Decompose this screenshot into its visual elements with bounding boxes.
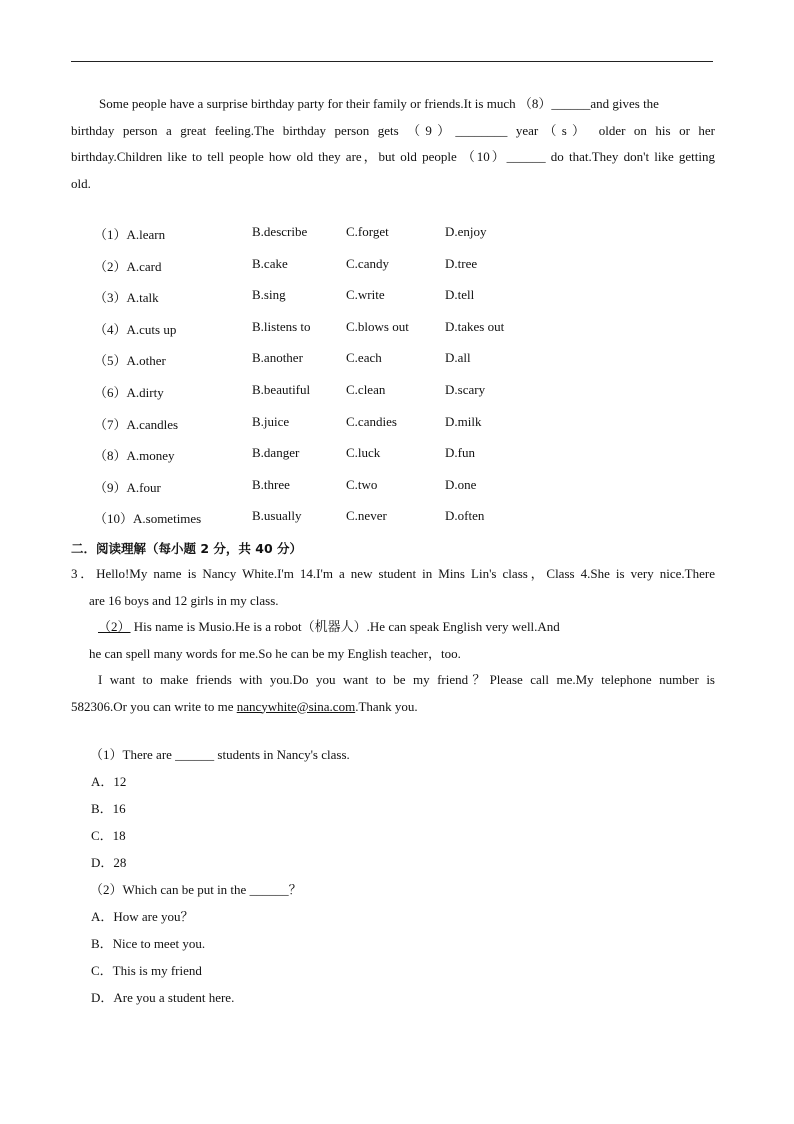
question-2-choice-a[interactable]: A．How are you？ (91, 909, 194, 924)
passage-line-1: Some people have a surprise birthday party for their family or friends.It is much （8）______and gives the (99, 96, 659, 111)
reading-line-3 (71, 614, 715, 641)
option-a: （4）A.cuts up (94, 321, 177, 337)
option-a: （2）A.card (94, 258, 162, 274)
option-row-3 (94, 287, 614, 319)
question-1-choice-d[interactable]: D．28 (91, 855, 127, 870)
section-heading: 二．阅读理解（每小题 2 分，共 40 分） (71, 541, 303, 556)
passage-line-3: birthday.Children like to tell people how old they are，but old people （10）______ do that.They don't like getting (71, 149, 715, 164)
option-c: C.candies (346, 413, 397, 429)
option-a: （8）A.money (94, 448, 175, 464)
header-rule (71, 61, 713, 62)
cloze-options (94, 224, 614, 540)
reading-line-3-text: His name is Musio.He is a robot（机器人）.He can speak English very well.And (130, 619, 560, 634)
questions (90, 741, 590, 1011)
option-d: D.milk (445, 413, 482, 429)
option-c: C.never (346, 508, 387, 524)
option-b: B.another (252, 350, 303, 366)
email-link[interactable]: nancywhite@sina.com (236, 698, 356, 714)
option-row-9 (94, 477, 614, 509)
blank-marker: （2） (98, 619, 131, 634)
question-2-choice-b[interactable]: B．Nice to meet you. (91, 936, 206, 951)
option-a: （3）A.talk (94, 290, 159, 306)
option-row-5 (94, 350, 614, 382)
option-row-6 (94, 382, 614, 414)
question-2-choice-c[interactable]: C．This is my friend (91, 963, 202, 978)
option-b: B.cake (252, 255, 288, 271)
reading-passage (71, 561, 715, 720)
passage-line-4: old. (71, 175, 91, 191)
option-b: B.sing (252, 287, 286, 303)
option-a: （5）A.other (94, 353, 166, 369)
option-a: （9）A.four (94, 479, 161, 495)
option-a: （1）A.learn (94, 227, 166, 242)
option-row-7 (94, 414, 614, 446)
option-c: C.candy (346, 255, 389, 271)
option-d: D.enjoy (445, 224, 487, 239)
option-d: D.tree (445, 255, 478, 271)
option-c: C.blows out (346, 318, 409, 334)
option-b: B.three (252, 476, 290, 492)
option-c: C.each (346, 350, 382, 366)
question-1-choice-a[interactable]: A．12 (91, 774, 127, 789)
option-row-4 (94, 319, 614, 351)
question-2-prompt: （2）Which can be put in the ______？ (90, 882, 302, 897)
option-d: D.takes out (445, 318, 505, 334)
reading-line-6: 582306.Or you can write to me nancywhite@sina.com.Thank you. (71, 698, 418, 714)
option-a: （10）A.sometimes (94, 511, 202, 527)
cloze-passage (71, 91, 715, 197)
option-row-2 (94, 256, 614, 288)
option-b: B.usually (252, 508, 302, 524)
option-b: B.danger (252, 445, 300, 461)
question-1-choice-b[interactable]: B．16 (91, 801, 126, 816)
option-c: C.luck (346, 445, 381, 461)
option-d: D.scary (445, 381, 486, 397)
option-b: B.beautiful (252, 381, 311, 397)
option-d: D.fun (445, 445, 475, 461)
option-row-1 (94, 224, 614, 256)
option-a: （6）A.dirty (94, 384, 164, 400)
option-c: C.write (346, 287, 385, 303)
reading-line-4: he can spell many words for me.So he can be my English teacher，too. (89, 645, 461, 661)
option-b: B.describe (252, 224, 308, 239)
option-d: D.often (445, 508, 485, 524)
option-c: C.forget (346, 224, 389, 239)
option-c: C.clean (346, 381, 386, 397)
reading-line-2: are 16 boys and 12 girls in my class. (89, 592, 279, 608)
reading-line-5: I want to make friends with you.Do you want to be my friend？Please call me.My telephone number is (98, 672, 715, 687)
option-a: （7）A.candles (94, 416, 179, 432)
option-d: D.tell (445, 287, 475, 303)
option-d: D.one (445, 476, 477, 492)
option-d: D.all (445, 350, 471, 366)
passage-line-2: birthday person a great feeling.The birthday person gets （9）________ year（s） older on his or her (71, 122, 715, 138)
question-2-choice-d[interactable]: D．Are you a student here. (91, 990, 235, 1005)
reading-line-1: 3．Hello!My name is Nancy White.I'm 14.I'm a new student in Mins Lin's class，Class 4.She is very nice.There (71, 566, 715, 581)
option-b: B.juice (252, 413, 290, 429)
option-b: B.listens to (252, 318, 311, 334)
option-c: C.two (346, 476, 378, 492)
option-row-10 (94, 508, 614, 540)
question-1-prompt: （1）There are ______ students in Nancy's class. (90, 747, 350, 762)
option-row-8 (94, 445, 614, 477)
question-1-choice-c[interactable]: C．18 (91, 828, 126, 843)
